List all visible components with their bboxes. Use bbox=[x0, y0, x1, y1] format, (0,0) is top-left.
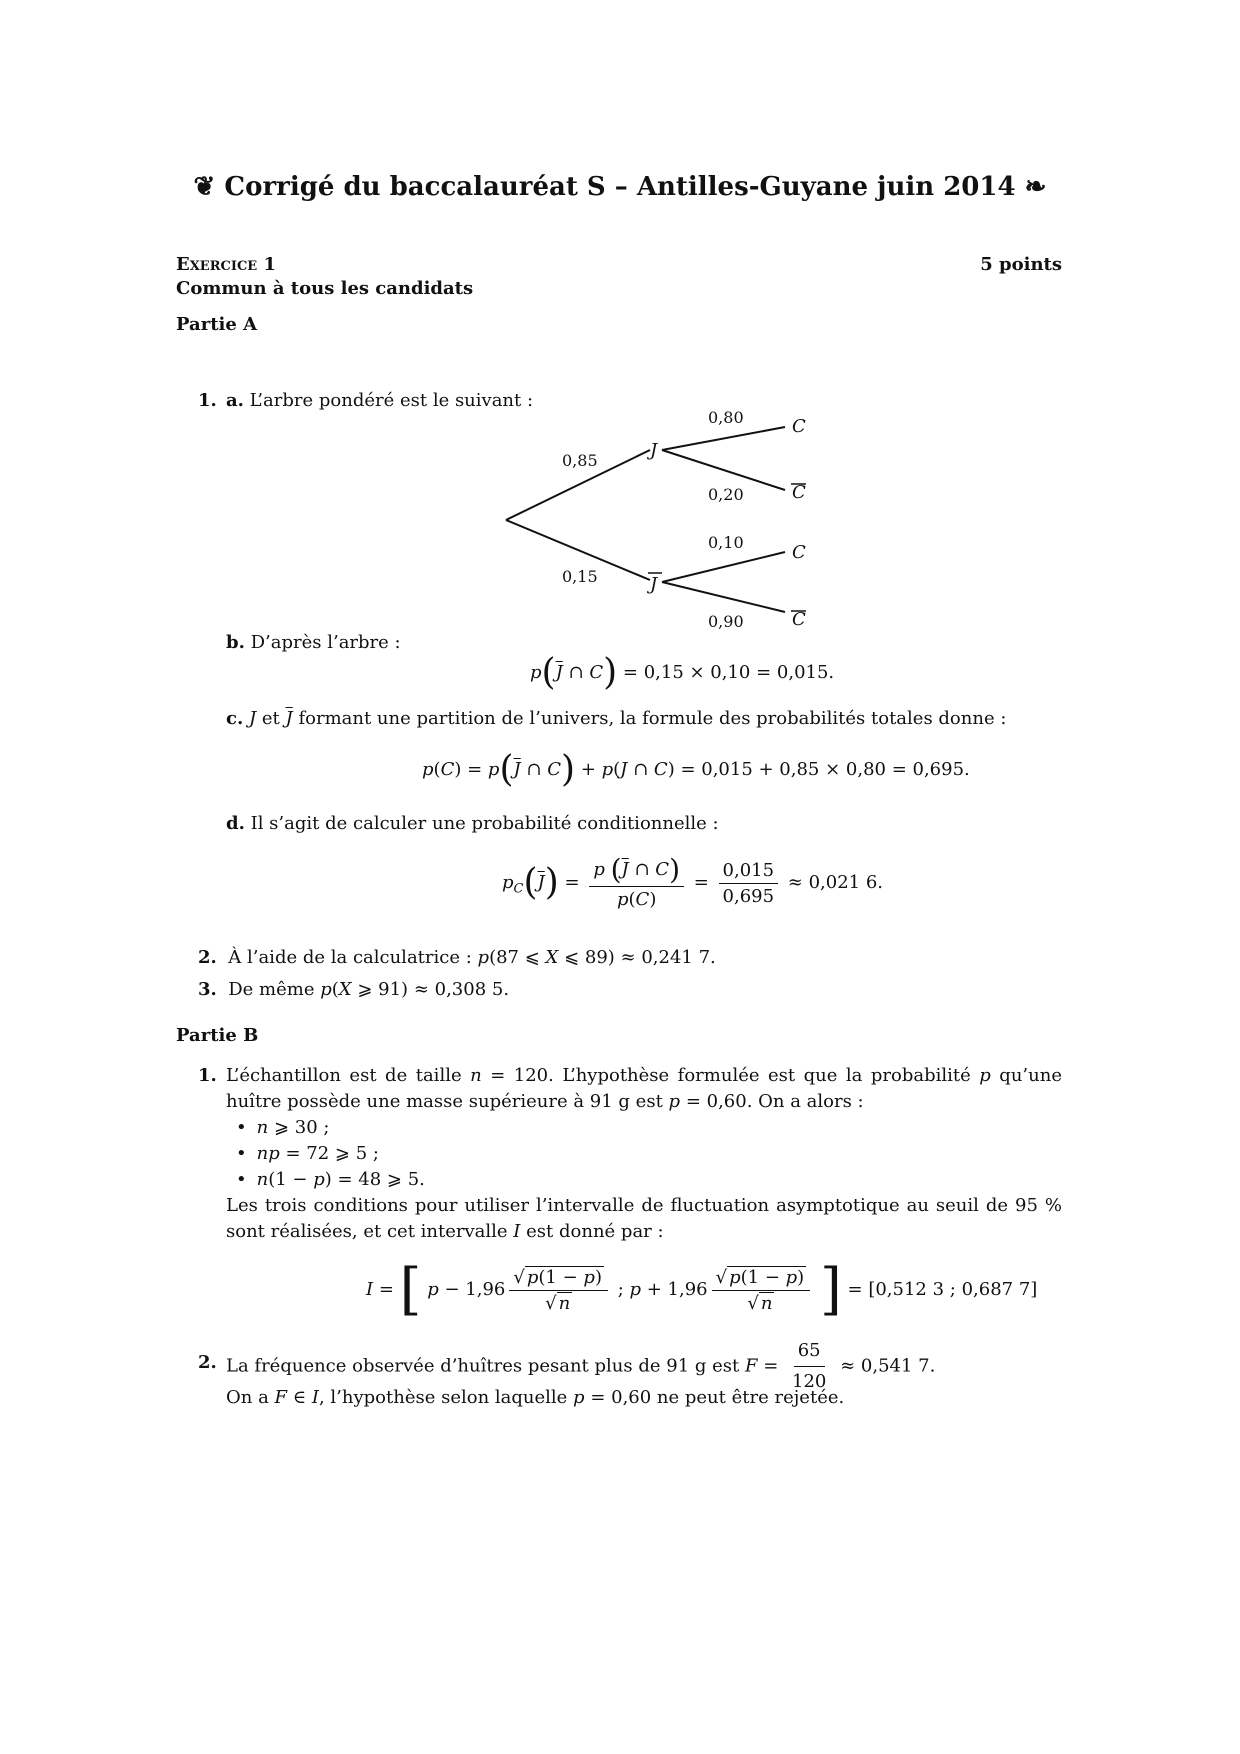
prob-J-C: 0,80 bbox=[708, 408, 744, 427]
branch-J-C bbox=[662, 427, 785, 450]
node-notJ: J bbox=[650, 574, 658, 595]
prob-notJ-C: 0,10 bbox=[708, 533, 744, 552]
prob-notJ: 0,15 bbox=[562, 567, 598, 586]
partA-q1b: b. D’après l’arbre : bbox=[226, 632, 401, 653]
conditions-list bbox=[226, 1115, 1062, 1193]
leaf-notJ-notC: C bbox=[792, 609, 806, 630]
branch-notJ-C bbox=[662, 552, 785, 582]
formula-c: $p(C) = p(\overline{J}$ ∩ C) + p(J ∩ C) = 0,015 + 0,85 × 0,80 = 0,695. bbox=[422, 749, 970, 790]
prob-J-notC: 0,20 bbox=[708, 485, 744, 504]
partB-q2: La fréquence observée d’huîtres pesant plus de 91 g est F = $\frac{65}{120}$ ≈ 0,541 7. bbox=[226, 1340, 936, 1392]
partA-q1-number: 1. bbox=[198, 390, 217, 411]
prob-notJ-notC: 0,90 bbox=[708, 612, 744, 631]
partA-heading: Partie A bbox=[176, 314, 258, 335]
condition-item: • n(1 − p) = 48 ⩾ 5. bbox=[256, 1167, 1062, 1193]
condition-item: • np = 72 ⩾ 5 ; bbox=[256, 1141, 1062, 1167]
formula-b: $p(\overline{J}$ ∩ C) = 0,15 × 0,10 = 0,015. bbox=[530, 652, 835, 693]
partA-q1d: d. Il s’agit de calculer une probabilité conditionnelle : bbox=[226, 813, 719, 834]
branch-J-notC bbox=[662, 450, 785, 490]
formula-d: $p_C(\overline{J})$ = $\frac{p (\overline{J} \cap C)}{p(C)}$ = $\frac{0,015}{0,695}$ ≈ 0,021 6. bbox=[502, 853, 884, 910]
ornament-left-icon: ❦ bbox=[193, 172, 216, 202]
branch-notJ-notC bbox=[662, 582, 785, 612]
exercise-points: 5 points bbox=[980, 254, 1062, 275]
probability-tree bbox=[480, 400, 840, 640]
partA-q1a: a. L’arbre pondéré est le suivant : bbox=[226, 390, 534, 411]
leaf-notJ-C: C bbox=[792, 542, 806, 563]
partB-q1-number: 1. bbox=[198, 1065, 217, 1086]
partB-q2-number: 2. bbox=[198, 1352, 217, 1373]
partA-q2: 2. À l’aide de la calculatrice : p(87 ⩽ X ⩽ 89) ≈ 0,241 7. bbox=[198, 947, 716, 968]
formula-interval: I = [ p − 1,96 $\frac{√ p(1 - p)}{√ n}$ ; p + 1,96 $\frac{√ p(1 - p)}{√ n}$ ] = [0,512 3 ; 0,687 7] bbox=[366, 1257, 1038, 1322]
exercise-label: Exercice 1 bbox=[176, 254, 276, 275]
node-J: J bbox=[650, 440, 658, 461]
partB-heading: Partie B bbox=[176, 1025, 259, 1046]
exercise-audience: Commun à tous les candidats bbox=[176, 278, 474, 299]
ornament-right-icon: ❧ bbox=[1024, 172, 1047, 202]
partA-q3: 3. De même p(X ⩾ 91) ≈ 0,308 5. bbox=[198, 979, 510, 1000]
condition-item: • n ⩾ 30 ; bbox=[256, 1115, 1062, 1141]
leaf-J-notC: C bbox=[792, 482, 806, 503]
partB-q2-line2: On a F ∈ I, l’hypothèse selon laquelle p = 0,60 ne peut être rejetée. bbox=[226, 1387, 845, 1408]
partA-q1c: c. J et $\overline{J}$ formant une partition de l’univers, la formule des probabilités totales donne : bbox=[226, 708, 1007, 729]
leaf-J-C: C bbox=[792, 416, 806, 437]
page-title: ❦ Corrigé du baccalauréat S – Antilles-Guyane juin 2014 ❧ bbox=[193, 172, 1047, 202]
partB-q1: L’échantillon est de taille n = 120. L’hypothèse formulée est que la probabilité p qu’une huître possède une masse supérieure à 91 g est p = 0,60. On a alors : • n ⩾ 30 ; • np = 72 ⩾ 5 ; • n(1 − p) = 48 ⩾ 5. Les trois conditions pour utiliser l’intervalle de fluctuation asymptotique au seuil de 95 % sont réalisées, et cet intervalle I est donné par : bbox=[226, 1063, 1062, 1245]
prob-J: 0,85 bbox=[562, 451, 598, 470]
